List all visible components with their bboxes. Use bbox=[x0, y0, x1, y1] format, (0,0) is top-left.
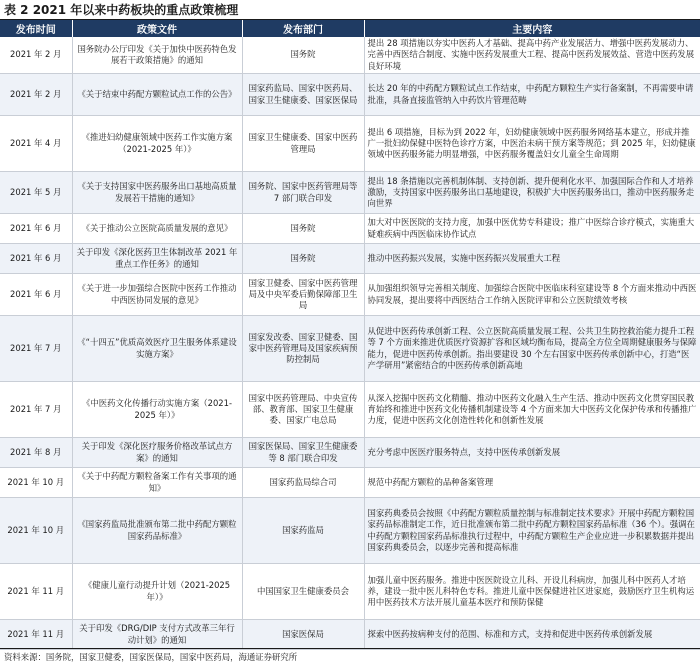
cell-doc: 《关于结束中药配方颗粒试点工作的公告》 bbox=[72, 74, 242, 116]
cell-dept: 国家医保局 bbox=[242, 620, 364, 650]
cell-date: 2021 年 2 月 bbox=[0, 74, 72, 116]
table-row bbox=[0, 172, 700, 214]
cell-dept: 国务院 bbox=[242, 244, 364, 274]
cell-date: 2021 年 7 月 bbox=[0, 316, 72, 382]
cell-dept: 国家药监局、国家中医药局、国家卫生健康委、国家医保局 bbox=[242, 74, 364, 116]
source-note: 资料来源：国务院，国家卫健委，国家医保局，国家中医药局，海通证券研究所 bbox=[4, 652, 298, 662]
cell-dept: 国务院 bbox=[242, 214, 364, 244]
table-row bbox=[0, 316, 700, 382]
table-row bbox=[0, 438, 700, 468]
cell-content: 提出 28 项措施以夯实中医药人才基础、提高中药产业发展活力、增强中医药发展动力、完善中西医结合制度、实施中医药发展重大工程、提高中医药发展效益、营造中医药发展良好环境 bbox=[364, 37, 700, 74]
table-row bbox=[0, 468, 700, 498]
cell-content: 推动中医药振兴发展，实施中医药振兴发展重大工程 bbox=[364, 244, 700, 274]
table-row bbox=[0, 498, 700, 564]
cell-doc: 关于印发《深化医疗服务价格改革试点方案》的通知 bbox=[72, 438, 242, 468]
table-row bbox=[0, 382, 700, 438]
cell-dept: 国家卫健委、国家中医药管理局及中央军委后勤保障部卫生局 bbox=[242, 274, 364, 316]
cell-date: 2021 年 2 月 bbox=[0, 37, 72, 74]
cell-doc: 《关于中药配方颗粒备案工作有关事项的通知》 bbox=[72, 468, 242, 498]
cell-dept: 国务院、国家中医药管理局等 7 部门联合印发 bbox=[242, 172, 364, 214]
cell-doc: 《关于支持国家中医药服务出口基地高质量发展若干措施的通知》 bbox=[72, 172, 242, 214]
header-doc: 政策文件 bbox=[72, 20, 242, 37]
cell-doc: 国务院办公厅印发《关于加快中医药特色发展若干政策措施》的通知 bbox=[72, 37, 242, 74]
cell-date: 2021 年 6 月 bbox=[0, 274, 72, 316]
cell-dept: 国家药监局综合司 bbox=[242, 468, 364, 498]
cell-content: 长达 20 年的中药配方颗粒试点工作结束，中药配方颗粒生产实行备案制，不再需要申请批准，具备直接监管纳入中药饮片管理范畴 bbox=[364, 74, 700, 116]
cell-content: 充分考虑中医医疗服务特点，支持中医传承创新发展 bbox=[364, 438, 700, 468]
cell-content: 加强儿童中医药服务。推进中医医院设立儿科、开设儿科病房，加强儿科中医药人才培养，建设一批中医儿科特色专科。推进儿童中医保健进社区进家庭，鼓励医疗卫生机构运用中医药技术方法开展儿童基本医疗和预防保健 bbox=[364, 564, 700, 620]
cell-content: 提出 18 条措施以完善机制体制、支持创新、提升便利化水平、加强国际合作和人才培养激励，支持国家中医药服务出口基地建设，积极扩大中医药服务出口，推动中医药服务走向世界 bbox=[364, 172, 700, 214]
footer-divider bbox=[0, 648, 700, 649]
cell-date: 2021 年 6 月 bbox=[0, 214, 72, 244]
cell-date: 2021 年 6 月 bbox=[0, 244, 72, 274]
cell-content: 提出 6 项措施，目标为到 2022 年，妇幼健康领域中医药服务网络基本建立，形成并推广一批妇幼保健中医特色诊疗方案，中医治未病干预方案等规范；到 2025 年，妇幼健康领域中医药服务能力明显增强，中医药服务覆盖妇女儿童全生命周期 bbox=[364, 116, 700, 172]
header-date: 发布时间 bbox=[0, 20, 72, 37]
cell-content: 从促进中医药传承创新工程、公立医院高质量发展工程、公共卫生防控救治能力提升工程等 7 个方面来推进优质医疗资源扩容和区域均衡布局，提高全方位全周期健康服务与保障能力，促进中医药传承创新。指出要建设 30 个左右国家中医药传承创新中心，打造“医产学研用”紧密结合的中医药传承创新高地 bbox=[364, 316, 700, 382]
cell-doc: 《健康儿童行动提升计划（2021-2025 年）》 bbox=[72, 564, 242, 620]
cell-dept: 国家药监局 bbox=[242, 498, 364, 564]
cell-date: 2021 年 7 月 bbox=[0, 382, 72, 438]
cell-doc: 关于印发《深化医药卫生体制改革 2021 年重点工作任务》的通知 bbox=[72, 244, 242, 274]
cell-doc: 《推进妇幼健康领域中医药工作实施方案（2021-2025 年）》 bbox=[72, 116, 242, 172]
cell-date: 2021 年 4 月 bbox=[0, 116, 72, 172]
cell-dept: 国家卫生健康委、国家中医药管理局 bbox=[242, 116, 364, 172]
table-row bbox=[0, 244, 700, 274]
cell-content: 国家药典委员会按照《中药配方颗粒质量控制与标准制定技术要求》开展中药配方颗粒国家药品标准制定工作，近日批准颁布第二批中药配方颗粒国家药品标准（36 个）。强调在中药配方颗粒国家药品标准执行过程中，中药配方颗粒生产企业应进一步积累数据并提出国家药典委员会，以逐步完善和提高标准 bbox=[364, 498, 700, 564]
cell-dept: 国家发改委、国家卫健委、国家中医药管理局及国家疾病预防控制局 bbox=[242, 316, 364, 382]
cell-date: 2021 年 8 月 bbox=[0, 438, 72, 468]
table-row bbox=[0, 116, 700, 172]
table-row bbox=[0, 74, 700, 116]
cell-content: 从加强组织领导完善相关制度、加强综合医院中医临床科室建设等 8 个方面来推动中西医协同发展，提出要将中西医结合工作纳入医院评审和公立医院绩效考核 bbox=[364, 274, 700, 316]
header-row bbox=[0, 20, 700, 37]
cell-dept: 国家中医药管理局、中央宣传部、教育部、国家卫生健康委、国家广电总局 bbox=[242, 382, 364, 438]
table-title: 表 2 2021 年以来中药板块的重点政策梳理 bbox=[0, 0, 700, 20]
cell-date: 2021 年 11 月 bbox=[0, 564, 72, 620]
cell-content: 从深入挖掘中医药文化精髓、推动中医药文化融入生产生活、推动中医药文化贯穿国民教育始终和推进中医药文化传播机制建设等 4 个方面来加大中医药文化保护传承和传播推广力度，促进中医药文化创造性转化和创新性发展 bbox=[364, 382, 700, 438]
cell-content: 探索中医药按病种支付的范围、标准和方式，支持和促进中医药传承创新发展 bbox=[364, 620, 700, 650]
table-row bbox=[0, 564, 700, 620]
cell-doc: 《“十四五”优质高效医疗卫生服务体系建设实施方案》 bbox=[72, 316, 242, 382]
cell-doc: 《关于进一步加强综合医院中医药工作推动中西医协同发展的意见》 bbox=[72, 274, 242, 316]
cell-doc: 《关于推动公立医院高质量发展的意见》 bbox=[72, 214, 242, 244]
cell-doc: 关于印发《DRG/DIP 支付方式改革三年行动计划》的通知 bbox=[72, 620, 242, 650]
cell-doc: 《国家药监局批准颁布第二批中药配方颗粒国家药品标准》 bbox=[72, 498, 242, 564]
policy-table bbox=[0, 20, 700, 650]
table-row bbox=[0, 274, 700, 316]
cell-date: 2021 年 11 月 bbox=[0, 620, 72, 650]
table-row bbox=[0, 214, 700, 244]
header-dept: 发布部门 bbox=[242, 20, 364, 37]
header-content: 主要内容 bbox=[364, 20, 700, 37]
cell-content: 规范中药配方颗粒的品种备案管理 bbox=[364, 468, 700, 498]
table-row bbox=[0, 620, 700, 650]
cell-content: 加大对中医医院的支持力度，加强中医优势专科建设；推广中医综合诊疗模式，实施重大疑难疾病中西医临床协作试点 bbox=[364, 214, 700, 244]
cell-date: 2021 年 10 月 bbox=[0, 498, 72, 564]
table-row bbox=[0, 37, 700, 74]
cell-date: 2021 年 5 月 bbox=[0, 172, 72, 214]
cell-dept: 国务院 bbox=[242, 37, 364, 74]
cell-dept: 国家医保局、国家卫生健康委等 8 部门联合印发 bbox=[242, 438, 364, 468]
cell-dept: 中国国家卫生健康委员会 bbox=[242, 564, 364, 620]
cell-doc: 《中医药文化传播行动实施方案（2021-2025 年）》 bbox=[72, 382, 242, 438]
cell-date: 2021 年 10 月 bbox=[0, 468, 72, 498]
